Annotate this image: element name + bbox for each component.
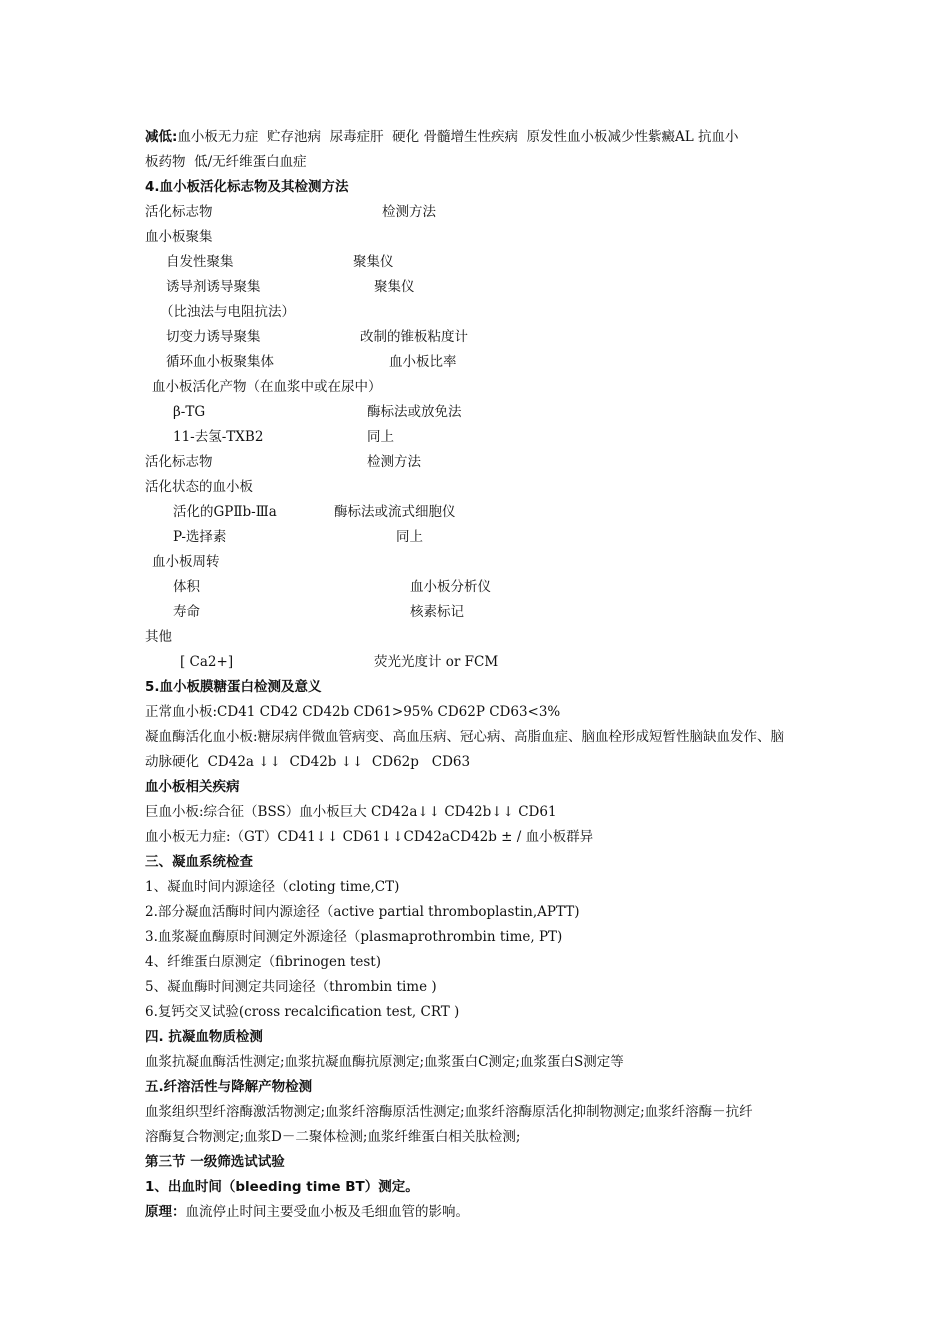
col-header-left-2: 活化标志物 (145, 454, 213, 470)
agg-row-1-left: 自发性聚集 (166, 254, 234, 270)
coag-item-4: 4、纤维蛋白原测定（fibrinogen test) (145, 954, 381, 970)
heading-4: 4.血小板活化标志物及其检测方法 (145, 179, 349, 195)
fibrinolysis-line-cont: 溶酶复合物测定;血浆D－二聚体检测;血浆纤维蛋白相关肽检测; (145, 1129, 521, 1145)
turn-row-1-left: 体积 (173, 579, 200, 595)
other-title: 其他 (145, 629, 172, 645)
decrease-line (145, 127, 739, 147)
aggregation-title: 血小板聚集 (145, 229, 213, 245)
giant-platelet-line: 巨血小板:综合征（BSS）血小板巨大 CD42a↓↓ CD42b↓↓ CD61 (145, 804, 557, 820)
agg-row-4-left: 切变力诱导聚集 (166, 329, 261, 345)
agg-row-4-right: 改制的锥板粘度计 (360, 329, 468, 345)
state-row-2-right: 同上 (396, 529, 423, 545)
thrombin-activated-line-cont: 动脉硬化 CD42a ↓↓ CD42b ↓↓ CD62p CD63 (145, 754, 471, 770)
prod-row-1-right: 酶标法或放免法 (367, 404, 462, 420)
related-diseases-heading: 血小板相关疾病 (145, 779, 240, 795)
decrease-line-cont: 板药物 低/无纤维蛋白血症 (145, 154, 307, 170)
coag-item-1: 1、凝血时间内源途径（cloting time,CT) (145, 879, 400, 895)
principle-label: 原理： (145, 1204, 186, 1220)
thrombin-activated-line: 凝血酶活化血小板:糖尿病伴微血管病变、高血压病、冠心病、高脂血症、脑血栓形成短暂性脑缺血发作、脑 (145, 729, 785, 745)
agg-row-5-left: 循环血小板聚集体 (166, 354, 274, 370)
other-row-1-left: [ Ca2+] (180, 654, 234, 670)
coag-item-5: 5、凝血酶时间测定共同途径（thrombin time ) (145, 979, 437, 995)
heading-5: 5.血小板膜糖蛋白检测及意义 (145, 679, 322, 695)
col-header-left: 活化标志物 (145, 204, 213, 220)
col-header-right: 检测方法 (382, 204, 436, 220)
turnover-title: 血小板周转 (152, 554, 220, 570)
col-header-right-2: 检测方法 (367, 454, 421, 470)
fibrinolysis-line: 血浆组织型纤溶酶激活物测定;血浆纤溶酶原活性测定;血浆纤溶酶原活化抑制物测定;血浆纤溶酶－抗纤 (145, 1104, 753, 1120)
state-row-1-right: 酶标法或流式细胞仪 (334, 504, 456, 520)
prod-row-2-left: 11-去氢-TXB2 (173, 429, 264, 445)
anticoag-line: 血浆抗凝血酶活性测定;血浆抗凝血酶抗原测定;血浆蛋白C测定;血浆蛋白S测定等 (145, 1054, 624, 1070)
state-title: 活化状态的血小板 (145, 479, 253, 495)
heading-coagulation: 三、凝血系统检查 (145, 854, 253, 870)
bleeding-time-heading: 1、出血时间（bleeding time BT）测定。 (145, 1179, 419, 1195)
turn-row-2-right: 核素标记 (410, 604, 464, 620)
state-row-1-left: 活化的GPⅡb-Ⅲa (173, 504, 277, 520)
products-title: 血小板活化产物（在血浆中或在尿中） (152, 379, 382, 395)
coag-item-2: 2.部分凝血活酶时间内源途径（active partial thromboplastin,APTT) (145, 904, 580, 920)
principle-text: 血流停止时间主要受血小板及毛细血管的影响。 (185, 1204, 469, 1220)
state-row-2-left: P-选择素 (173, 529, 227, 545)
normal-platelet-line: 正常血小板:CD41 CD42 CD42b CD61>95% CD62P CD63<3% (145, 704, 561, 720)
principle-line (145, 1202, 469, 1222)
coag-item-3: 3.血浆凝血酶原时间测定外源途径（plasmaprothrombin time, PT) (145, 929, 563, 945)
section-3-heading: 第三节 一级筛选试试验 (145, 1154, 285, 1170)
decrease-label: 减低: (145, 129, 178, 145)
other-row-1-right: 荧光光度计 or FCM (374, 654, 499, 670)
turn-row-2-left: 寿命 (173, 604, 200, 620)
heading-anticoag: 四. 抗凝血物质检测 (145, 1029, 263, 1045)
prod-row-2-right: 同上 (367, 429, 394, 445)
heading-fibrinolysis: 五.纤溶活性与降解产物检测 (145, 1079, 313, 1095)
agg-row-5-right: 血小板比率 (389, 354, 457, 370)
thrombasthenia-line: 血小板无力症:（GT）CD41↓↓ CD61↓↓CD42aCD42b ± / 血小板群异 (145, 829, 594, 845)
agg-row-2-right: 聚集仪 (374, 279, 415, 295)
decrease-text: 血小板无力症 贮存池病 尿毒症肝 硬化 骨髓增生性疾病 原发性血小板减少性紫癜AL 抗血小 (177, 129, 739, 145)
agg-row-3: （比浊法与电阻抗法） (160, 304, 295, 320)
agg-row-2-left: 诱导剂诱导聚集 (166, 279, 261, 295)
turn-row-1-right: 血小板分析仪 (410, 579, 491, 595)
agg-row-1-right: 聚集仪 (353, 254, 394, 270)
coag-item-6: 6.复钙交叉试验(cross recalcification test, CRT ) (145, 1004, 460, 1020)
prod-row-1-left: β-TG (173, 404, 206, 420)
